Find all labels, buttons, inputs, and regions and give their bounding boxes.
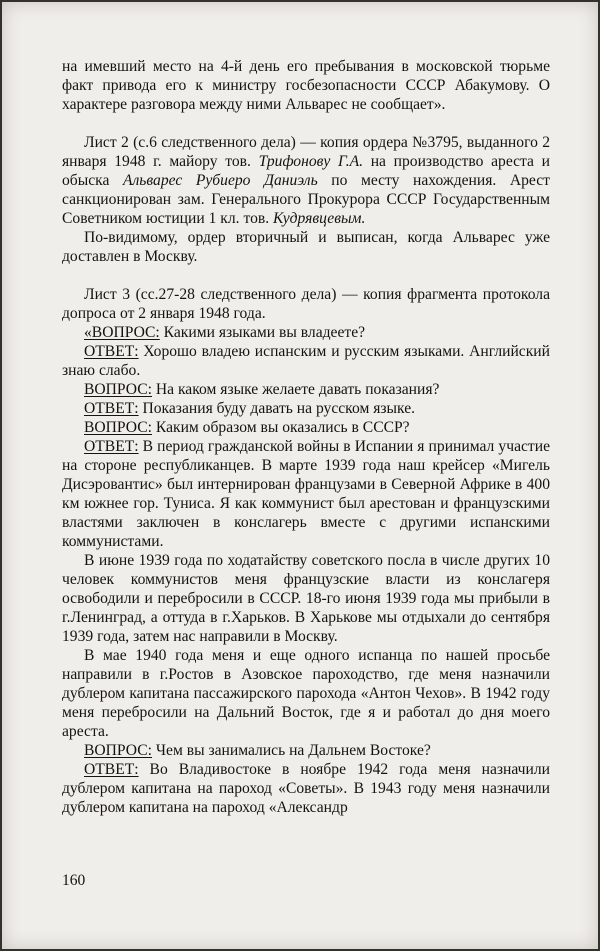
paragraph <box>62 646 550 741</box>
paragraph <box>62 323 550 342</box>
question-label: ВОПРОС: <box>84 381 152 398</box>
paragraph <box>62 551 550 646</box>
text-segment: В мае 1940 года меня и еще одного испанца по нашей просьбе направили в г.Ростов в Азовское пароходство, где меня назначили дублером капитана пассажирского парохода «Антон Чехов». В 1942 году меня перебросили на Дальний Восток, где я и работал до дня моего ареста. <box>62 647 550 740</box>
text-segment: В период гражданской войны в Испании я принимал участие на стороне республиканцев. В марте 1939 года наш крейсер «Мигель Дисэровантис» был интернирован французами в Северной Африке в 400 км южнее гор. Туниса. Я как коммунист был арестован и французскими властями заключен в конслагерь вместе с другими испанскими коммунистами. <box>62 438 550 550</box>
paragraph <box>62 57 550 114</box>
person-name: Альварес Рубиеро Даниэль <box>122 172 318 189</box>
person-name: Трифонову Г.А. <box>258 153 364 170</box>
paragraph <box>62 741 550 760</box>
text-segment: по месту нахождения. Арест санкционирован зам. Генерального Прокурора СССР Государственным Советником юстиции 1 кл. тов. <box>62 172 550 227</box>
paragraph <box>62 342 550 380</box>
page-number: 160 <box>62 872 86 889</box>
question-label: ВОПРОС: <box>84 742 152 759</box>
paragraph <box>62 228 550 266</box>
person-name: Кудрявцевым. <box>273 210 366 227</box>
text-segment: Лист 2 (с.6 следственного дела) — копия ордера №3795, выданного 2 января 1948 г. майору тов. <box>62 134 550 170</box>
text-segment: Какими языками вы владеете? <box>159 324 366 341</box>
answer-label: ОТВЕТ: <box>84 400 139 417</box>
text-segment: Лист 3 (сс.27-28 следственного дела) — копия фрагмента протокола допроса от 2 января 1948 года. <box>62 286 550 322</box>
page-text <box>62 57 550 817</box>
paragraph <box>62 760 550 817</box>
question-label: «ВОПРОС: <box>84 324 160 341</box>
text-segment: Каким образом вы оказались в СССР? <box>151 419 410 436</box>
paragraph <box>62 380 550 399</box>
text-segment: На каком языке желаете давать показания? <box>151 381 440 398</box>
text-segment: на имевший место на 4-й день его пребывания в московской тюрьме факт привода его к министру госбезопасности СССР Абакумову. О характере разговора между ними Альварес не сообщает». <box>62 58 550 113</box>
answer-label: ОТВЕТ: <box>84 761 139 778</box>
answer-label: ОТВЕТ: <box>84 438 139 455</box>
paragraph <box>62 285 550 323</box>
text-segment: Во Владивостоке в ноябре 1942 года меня назначили дублером капитана на пароход «Советы». В 1943 году меня назначили дублером капитана на пароход «Александр <box>62 761 550 816</box>
text-segment: на производство ареста и обыска <box>62 153 550 189</box>
text-segment: Хорошо владею испанским и русским языками. Английский знаю слабо. <box>62 343 550 379</box>
paragraph <box>62 399 550 418</box>
text-segment: По-видимому, ордер вторичный и выписан, когда Альварес уже доставлен в Москву. <box>62 229 550 265</box>
text-segment: Чем вы занимались на Дальнем Востоке? <box>151 742 431 759</box>
answer-label: ОТВЕТ: <box>84 343 139 360</box>
paragraph <box>62 133 550 228</box>
paragraph <box>62 437 550 551</box>
paragraph <box>62 418 550 437</box>
question-label: ВОПРОС: <box>84 419 152 436</box>
text-segment: В июне 1939 года по ходатайству советского посла в числе других 10 человек коммунистов меня французские власти из конслагеря освободили и перебросили в СССР. 18-го июня 1939 года мы прибыли в г.Ленинград, а оттуда в г.Харьков. В Харькове мы отдыхали до сентября 1939 года, затем нас направили в Москву. <box>62 552 550 645</box>
text-segment: Показания буду давать на русском языке. <box>138 400 416 417</box>
